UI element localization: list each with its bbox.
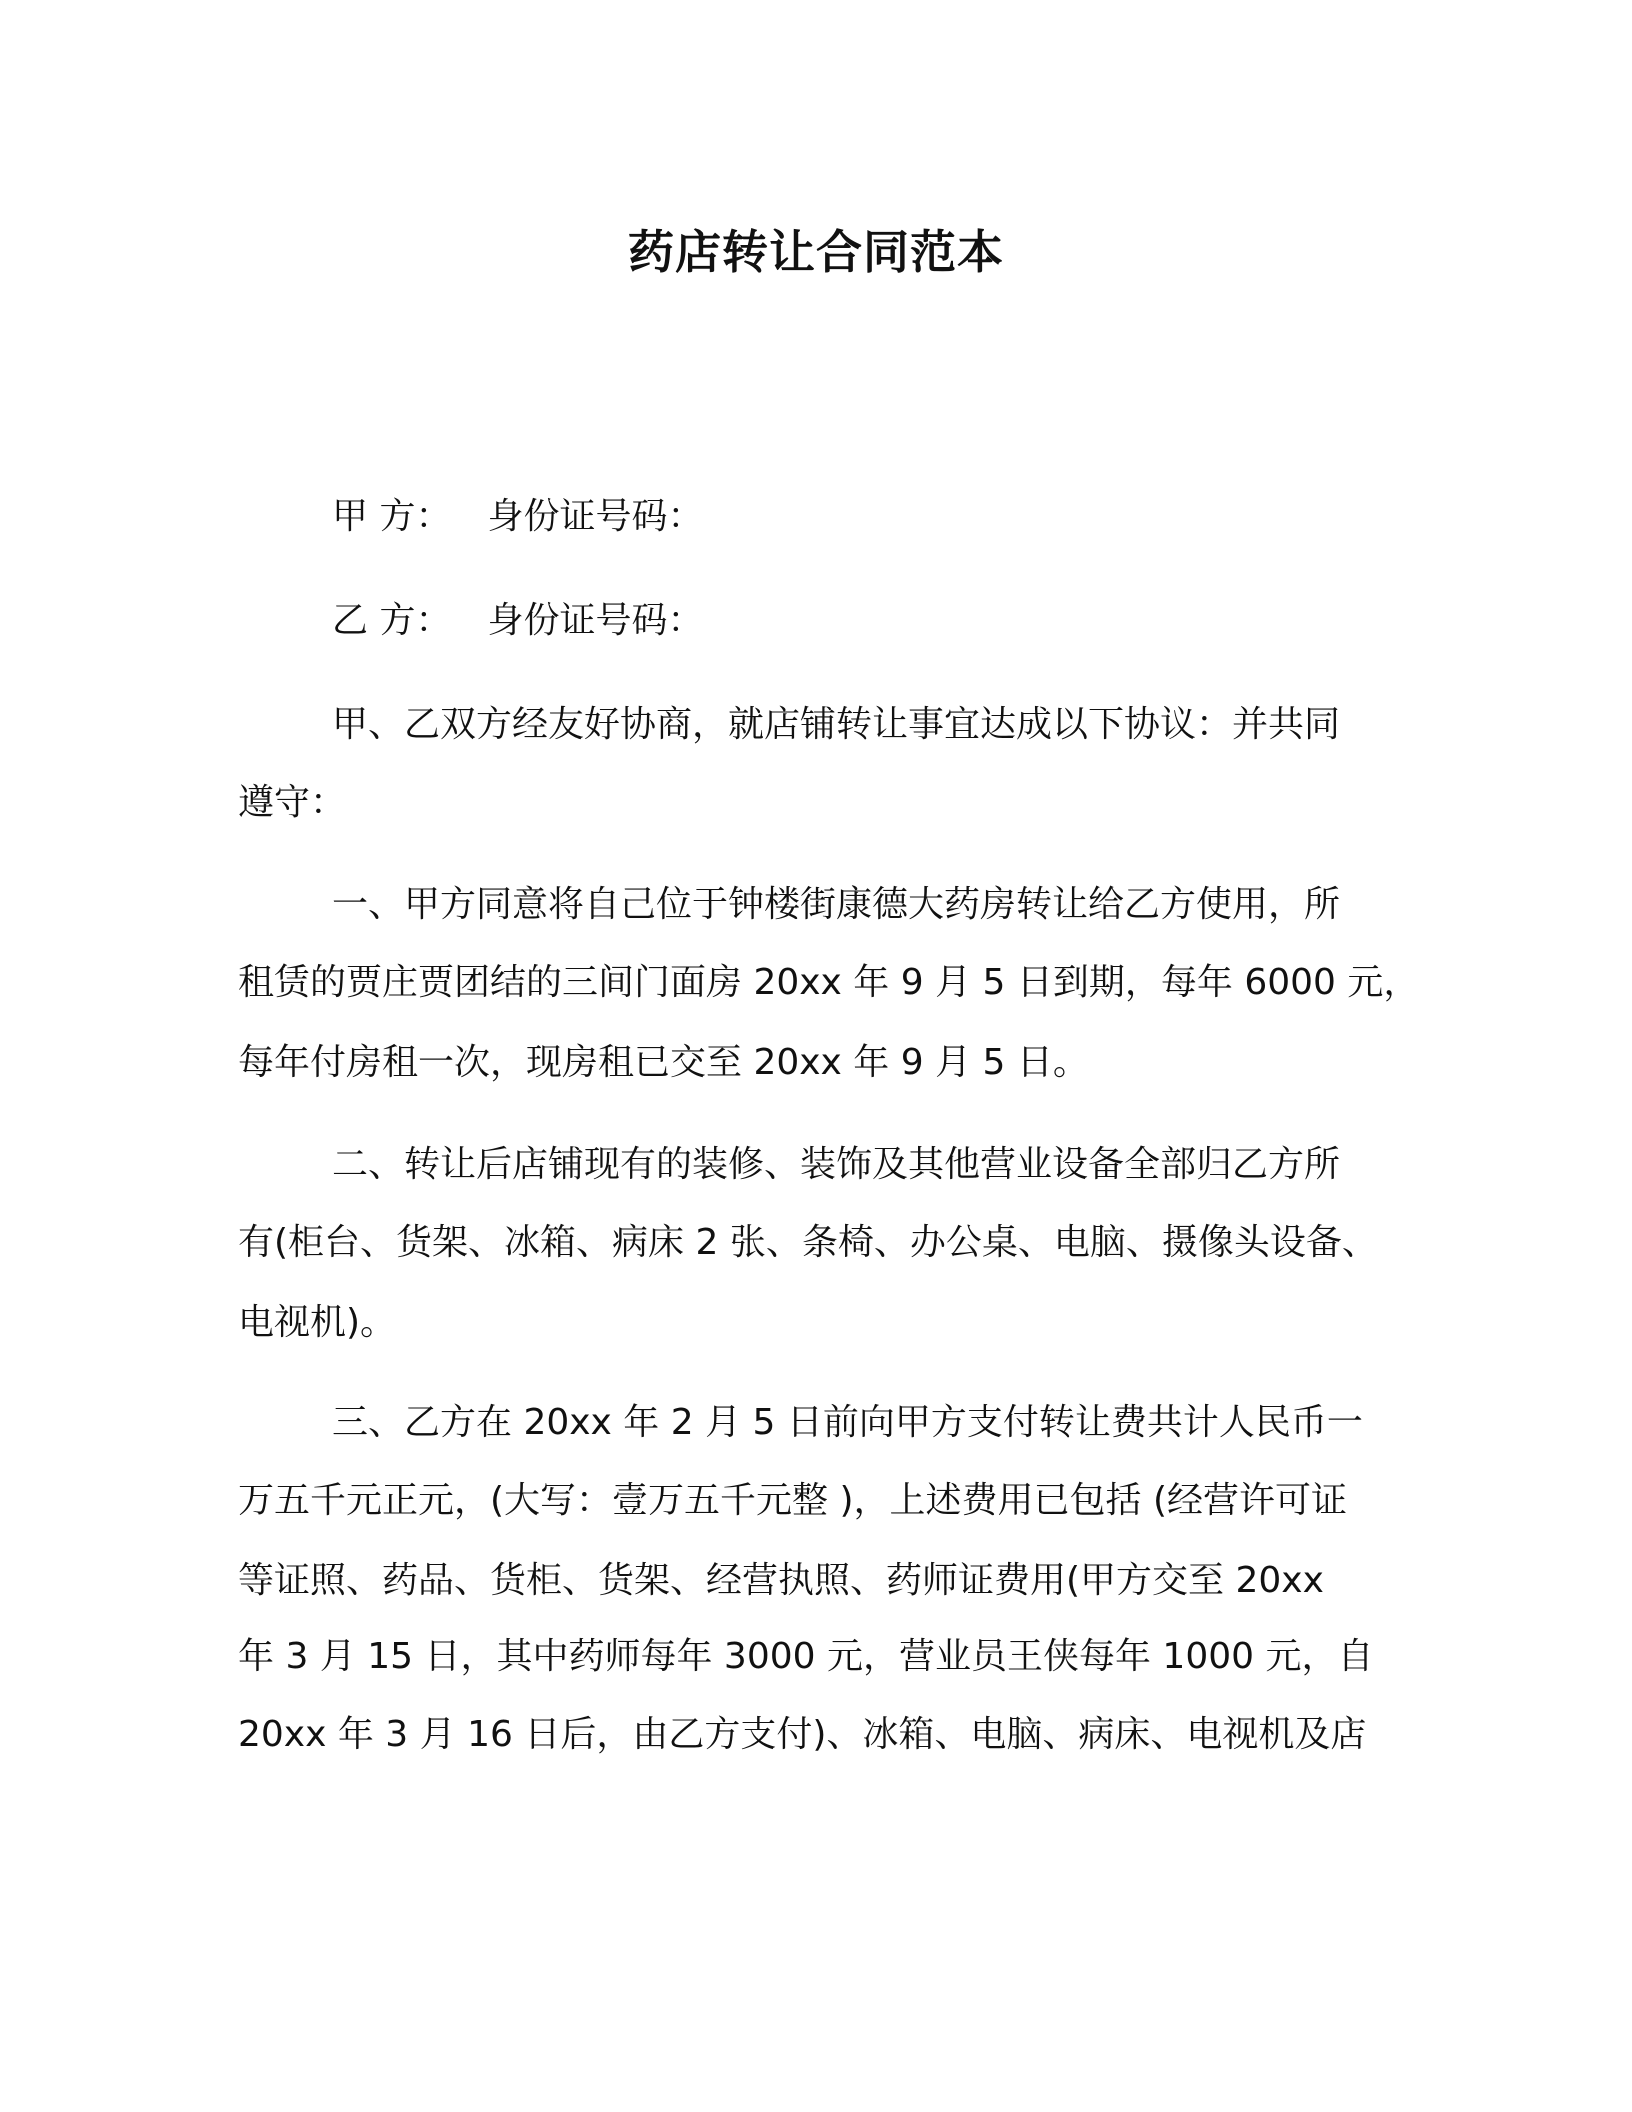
clause-three-line-4: 年 3 月 15 日，其中药师每年 3000 元，营业员王侠每年 1000 元，自	[238, 1636, 1374, 1677]
party-a-id-label: 身份证号码：	[487, 496, 704, 537]
clause-three-line-2: 万五千元正元，(大写：壹万五千元整 )，上述费用已包括 (经营许可证	[238, 1480, 1348, 1521]
clause-one-line-3: 每年付房租一次，现房租已交至 20xx 年 9 月 5 日。	[238, 1042, 1089, 1083]
paragraph-intro-line-2: 遵守：	[238, 782, 347, 823]
document-title: 药店转让合同范本	[628, 225, 1004, 279]
clause-one-line-1: 一、甲方同意将自己位于钟楼街康德大药房转让给乙方使用，所	[332, 884, 1341, 925]
clause-two-line-1: 二、转让后店铺现有的装修、装饰及其他营业设备全部归乙方所	[332, 1144, 1341, 1185]
party-a-line	[332, 492, 703, 542]
party-b-id-label: 身份证号码：	[487, 600, 704, 641]
clause-one-line-2: 租赁的贾庄贾团结的三间门面房 20xx 年 9 月 5 日到期，每年 6000 元，	[238, 962, 1420, 1003]
clause-two-line-3: 电视机)。	[238, 1302, 397, 1343]
clause-three-line-5: 20xx 年 3 月 16 日后，由乙方支付)、冰箱、电脑、病床、电视机及店	[238, 1714, 1367, 1755]
party-b-line	[332, 596, 703, 646]
paragraph-intro-line-1: 甲、乙双方经友好协商，就店铺转让事宜达成以下协议：并共同	[332, 704, 1341, 745]
clause-three-line-3: 等证照、药品、货柜、货架、经营执照、药师证费用(甲方交至 20xx	[238, 1560, 1324, 1601]
party-b-name: 乙 方：	[332, 600, 452, 641]
clause-two-line-2: 有(柜台、货架、冰箱、病床 2 张、条椅、办公桌、电脑、摄像头设备、	[238, 1222, 1378, 1263]
party-a-name: 甲 方：	[332, 496, 452, 537]
clause-three-line-1: 三、乙方在 20xx 年 2 月 5 日前向甲方支付转让费共计人民币一	[332, 1402, 1363, 1443]
